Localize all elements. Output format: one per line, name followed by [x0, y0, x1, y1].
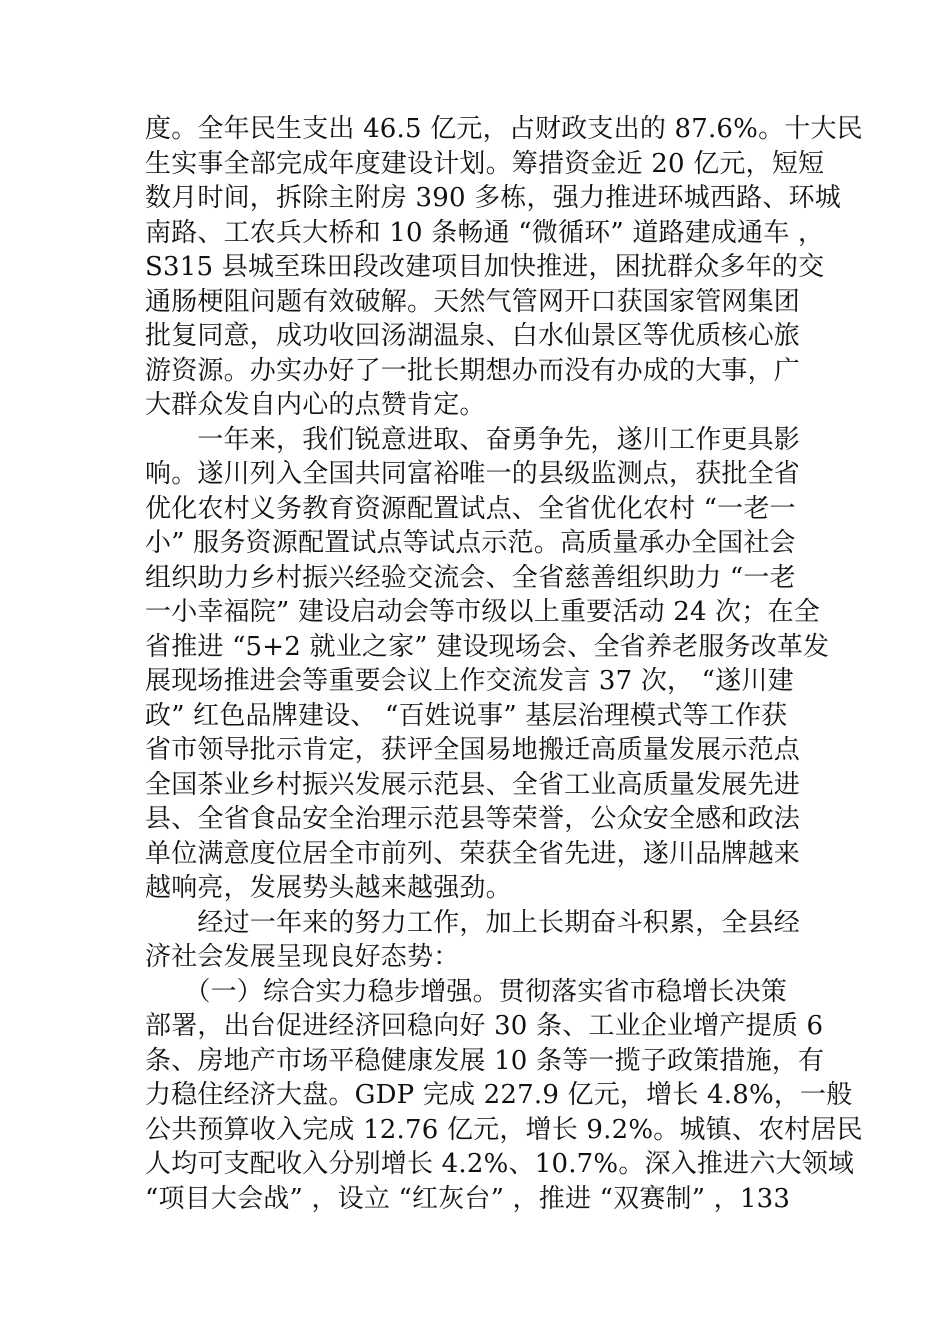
text-line: 部署，出台促进经济回稳向好 30 条、工业企业增产提质 6: [145, 1011, 824, 1041]
text-line: 一年来，我们锐意进取、奋勇争先，遂川工作更具影: [145, 424, 801, 455]
text-line: （一）综合实力稳步增强。贯彻落实省市稳增长决策: [145, 976, 788, 1007]
text-line: 人均可支配收入分别增长 4.2%、10.7%。深入推进六大领域: [145, 1149, 855, 1179]
text-line: 游资源。办实办好了一批长期想办而没有办成的大事，广: [145, 355, 801, 386]
text-line: 公共预算收入完成 12.76 亿元，增长 9.2%。城镇、农村居民: [145, 1114, 863, 1145]
text-line: 优化农村义务教育资源配置试点、全省优化农村 “一老一: [145, 493, 796, 524]
text-line: 大群众发自内心的点赞肯定。: [145, 390, 486, 420]
text-line: 南路、工农兵大桥和 10 条畅通 “微循环” 道路建成通车 ，: [145, 217, 825, 248]
text-line: “项目大会战” ，设立 “红灰台” ，推进 “双赛制” ，133: [145, 1183, 791, 1214]
text-line: S315 县城至珠田段改建项目加快推进，困扰群众多年的交: [145, 252, 825, 282]
text-line: 县、全省食品安全治理示范县等荣誉，公众安全感和政法: [145, 804, 801, 834]
text-line: 政” 红色品牌建设、 “百姓说事” 基层治理模式等工作获: [145, 700, 788, 731]
text-line: 济社会发展呈现良好态势：: [145, 942, 460, 972]
text-line: 单位满意度位居全市前列、荣获全省先进，遂川品牌越来: [145, 838, 801, 869]
text-line: 生实事全部完成年度建设计划。筹措资金近 20 亿元，短短: [145, 148, 825, 179]
text-line: 通肠梗阻问题有效破解。天然气管网开口获国家管网集团: [145, 286, 801, 317]
text-line: 省推进 “5+2 就业之家” 建设现场会、全省养老服务改革发: [145, 631, 830, 662]
text-line: 展现场推进会等重要会议上作交流发言 37 次， “遂川建: [145, 666, 794, 696]
text-line: 批复同意，成功收回汤湖温泉、白水仙景区等优质核心旅: [145, 321, 801, 351]
text-line: 数月时间，拆除主附房 390 多栋，强力推进环城西路、环城: [145, 183, 841, 213]
text-line: 越响亮，发展势头越来越强劲。: [145, 873, 512, 903]
text-line: 度。全年民生支出 46.5 亿元，占财政支出的 87.6%。十大民: [145, 114, 863, 144]
text-line: 省市领导批示肯定，获评全国易地搬迁高质量发展示范点: [145, 735, 801, 765]
text-line: 一小幸福院” 建设启动会等市级以上重要活动 24 次；在全: [145, 597, 820, 627]
body-text: [145, 112, 863, 1216]
text-line: 组织助力乡村振兴经验交流会、全省慈善组织助力 “一老: [145, 562, 796, 593]
text-line: 响。遂川列入全国共同富裕唯一的县级监测点，获批全省: [145, 459, 801, 489]
text-line: 力稳住经济大盘。GDP 完成 227.9 亿元，增长 4.8%，一般: [145, 1080, 853, 1110]
text-line: 经过一年来的努力工作，加上长期奋斗积累，全县经: [145, 907, 801, 938]
text-line: 条、房地产市场平稳健康发展 10 条等一揽子政策措施，有: [145, 1045, 825, 1076]
text-line: 全国茶业乡村振兴发展示范县、全省工业高质量发展先进: [145, 769, 801, 800]
text-line: 小” 服务资源配置试点等试点示范。高质量承办全国社会: [145, 528, 796, 558]
